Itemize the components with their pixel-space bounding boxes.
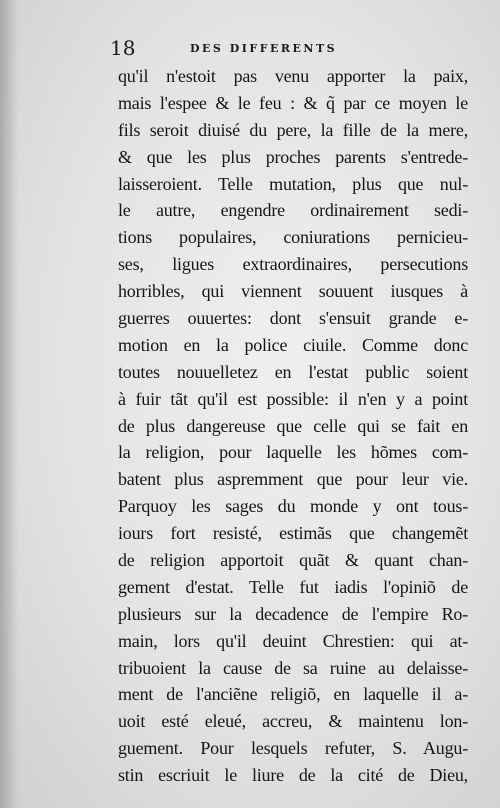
text-line: Parquoy les sages du monde y ont tous-	[118, 496, 468, 517]
text-line: plusieurs sur la decadence de l'empire Ro-	[118, 603, 468, 624]
text-line: guement. Pour lesquels refuter, S. Augu-	[118, 738, 468, 759]
text-line: batent plus aspremment que pour leur vie.	[118, 469, 468, 490]
text-line: main, lors qu'il deuint Chrestien: qui at-	[118, 630, 468, 651]
text-line: laisseroient. Telle mutation, plus que nul-	[118, 173, 468, 194]
text-line: de religion apportoit quãt & quant chan-	[118, 550, 468, 571]
page-number: 18	[110, 36, 136, 60]
text-line: mais l'espee & le feu : & q̃ par ce moyen le	[118, 92, 468, 113]
text-line: & que les plus proches parents s'entrede-	[118, 146, 468, 167]
page-header	[110, 36, 470, 60]
page-gutter-shadow	[0, 0, 18, 808]
text-line: à fuir tãt qu'il est possible: il n'en y a point	[118, 388, 468, 409]
text-line: ses, ligues extraordinaires, persecutions	[118, 254, 468, 275]
text-line: le autre, engendre ordinairement sedi-	[118, 200, 468, 221]
text-line: tribuoient la cause de sa ruine au delaisse-	[118, 657, 468, 678]
text-line: gement d'estat. Telle fut iadis l'opiniõ de	[118, 576, 468, 597]
text-line: horribles, qui viennent souuent iusques à	[118, 281, 468, 302]
text-line: la religion, pour laquelle les hõmes com-	[118, 442, 468, 463]
running-head: DES DIFFERENTS	[190, 42, 338, 55]
text-line: fils seroit diuisé du pere, la fille de la mere,	[118, 119, 468, 140]
text-line: ment de l'anciẽne religiõ, en laquelle il a-	[118, 684, 468, 705]
text-line: de plus dangereuse que celle qui se fait en	[118, 415, 468, 436]
text-line: tions populaires, coniurations pernicieu-	[118, 227, 468, 248]
body-text	[118, 63, 468, 789]
text-line: motion en la police ciuile. Comme donc	[118, 334, 468, 355]
text-line: toutes nouuelletez en l'estat public soient	[118, 361, 468, 382]
text-line: qu'il n'estoit pas venu apporter la paix,	[118, 66, 468, 86]
text-line: stin escriuit le liure de la cité de Dieu,	[118, 765, 468, 786]
text-line: guerres ouuertes: dont s'ensuit grande e-	[118, 308, 468, 329]
text-line: uoit esté eleué, accreu, & maintenu lon-	[118, 711, 468, 732]
text-line: iours fort resisté, estimãs que changemẽt	[118, 523, 468, 544]
